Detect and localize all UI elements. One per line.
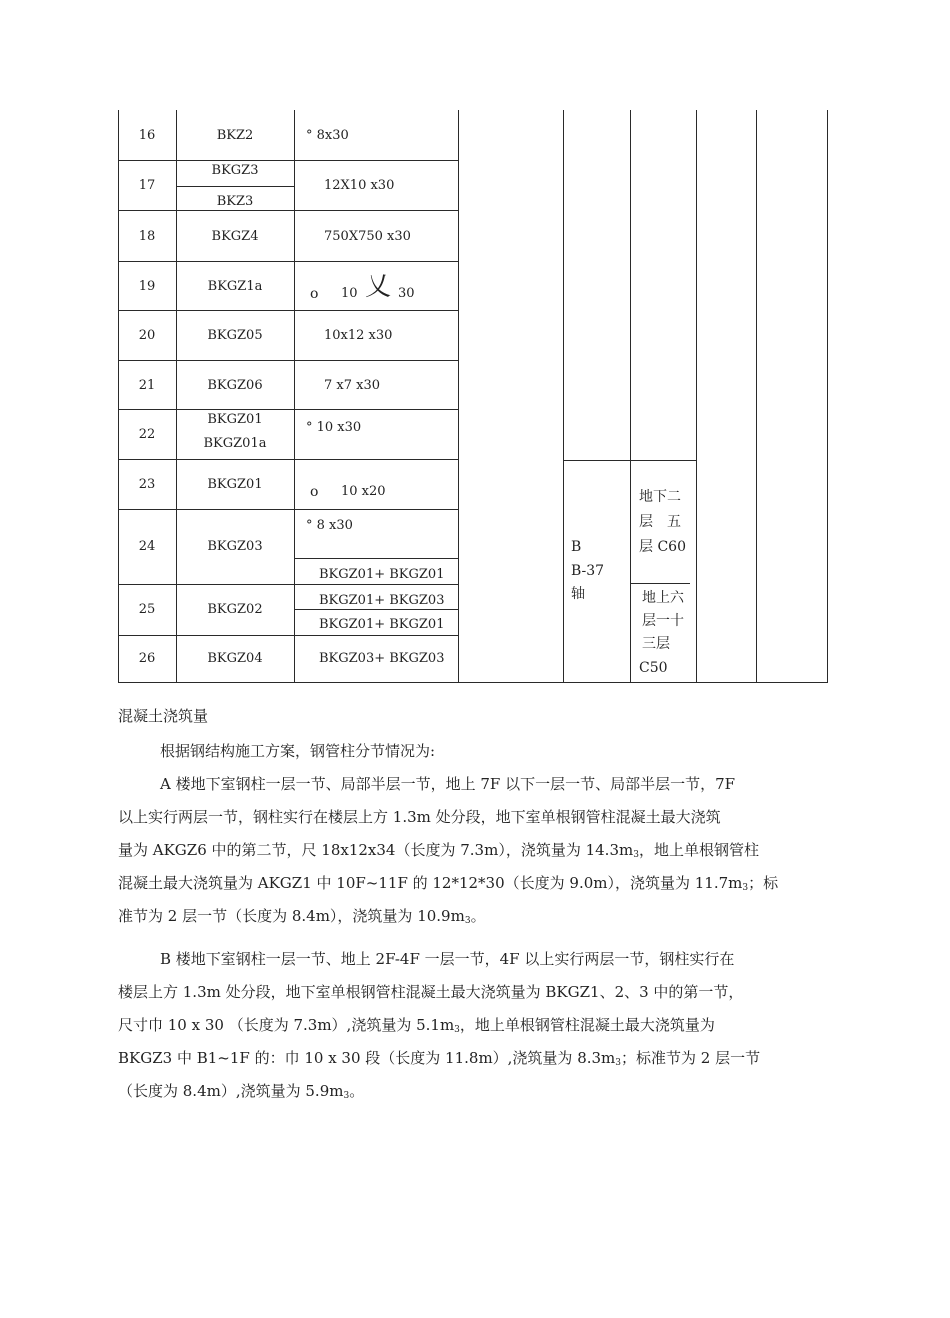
circle-symbol: o [310, 286, 319, 302]
column-spec: ° 8x30 [306, 128, 349, 143]
column-code: BKGZ4 [211, 229, 259, 244]
column-spec: 30 [398, 286, 415, 301]
row-number: 22 [138, 427, 156, 442]
column-code: BKGZ05 [207, 328, 263, 343]
column-spec: 12X10 x30 [324, 178, 395, 193]
paragraph-line: B 楼地下室钢柱一层一节、地上 2F-4F 一层一节，4F 以上实行两层一节，钢柱实行在 [160, 950, 735, 968]
row-number: 26 [138, 651, 156, 666]
row-number: 17 [138, 178, 156, 193]
column-spec: ° 10 x30 [306, 420, 362, 435]
axis-label: B [571, 539, 582, 555]
row-number: 21 [138, 378, 156, 393]
column-spec: BKGZ01+ BKGZ01 [319, 567, 445, 582]
row-number: 23 [138, 477, 156, 492]
section-title: 混凝土浇筑量 [118, 707, 209, 725]
paragraph-line: A 楼地下室钢柱一层一节、局部半层一节，地上 7F 以下一层一节、局部半层一节，7F [160, 775, 736, 793]
column-code: BKGZ1a [207, 279, 263, 294]
paragraph-line: BKGZ3 中 B1~1F 的：巾 10 x 30 段（长度为 11.8m）,浇筑量为 $8.3m_3$；标准节为 2 层一节 [118, 1049, 761, 1068]
column-code: BKGZ01 [207, 412, 263, 427]
row-number: 16 [138, 128, 156, 143]
column-code: BKGZ04 [207, 651, 263, 666]
column-spec: 7 x7 x30 [324, 378, 381, 393]
column-code: BKGZ01a [203, 436, 267, 451]
column-code: BKGZ01 [207, 477, 263, 492]
concrete-grade: 地下二 [639, 489, 681, 505]
column-code: BKZ2 [216, 128, 254, 143]
concrete-grade: 层一十 [642, 613, 684, 629]
column-spec: 750X750 x30 [324, 229, 411, 244]
row-number: 20 [138, 328, 156, 343]
axis-label: B-37 [571, 563, 605, 579]
column-spec: 10x12 x30 [324, 328, 393, 343]
paragraph-line: 量为 AKGZ6 中的第二节，尺 18x12x34（长度为 7.3m），浇筑量为 $14.3m_3$，地上单根钢管柱 [118, 841, 759, 860]
row-number: 25 [138, 602, 156, 617]
column-spec: ° 8 x30 [306, 518, 353, 533]
column-code: BKGZ3 [211, 163, 259, 178]
concrete-grade: 层 五 [639, 514, 681, 530]
concrete-grade: 地上六 [642, 590, 684, 606]
row-number: 24 [138, 539, 156, 554]
paragraph-line: 尺寸巾 10 x 30 （长度为 7.3m）,浇筑量为 $5.1m_3$，地上单根钢管柱混凝土最大浇筑量为 [118, 1016, 715, 1035]
paragraph-line: 混凝土最大浇筑量为 AKGZ1 中 10F~11F 的 12*12*30（长度为 9.0m），浇筑量为 $11.7m_3$；标 [118, 874, 779, 893]
paragraph-line: 根据钢结构施工方案，钢管柱分节情况为: [160, 742, 436, 760]
paragraph-line: 楼层上方 1.3m 处分段，地下室单根钢管柱混凝土最大浇筑量为 BKGZ1、2、3 中的第一节， [118, 983, 744, 1001]
concrete-grade: C50 [639, 660, 668, 676]
paragraph-line: （长度为 8.4m）,浇筑量为 $5.9m_3$。 [118, 1082, 365, 1101]
axis-label: 轴 [571, 586, 585, 602]
column-spec: 10 [341, 286, 358, 301]
row-number: 18 [138, 229, 156, 244]
paragraph-line: 以上实行两层一节，钢柱实行在楼层上方 1.3m 处分段，地下室单根钢管柱混凝土最大浇筑 [118, 808, 721, 826]
column-code: BKGZ02 [207, 602, 263, 617]
concrete-grade: 三层 [642, 636, 670, 652]
circle-symbol: o [310, 484, 319, 500]
concrete-grade: 层 C60 [639, 539, 686, 555]
column-spec: BKGZ01+ BKGZ01 [319, 617, 445, 632]
cross-symbol: 乂 [365, 272, 392, 302]
row-number: 19 [138, 279, 156, 294]
column-spec: BKGZ01+ BKGZ03 [319, 593, 445, 608]
column-code: BKZ3 [216, 194, 254, 209]
column-code: BKGZ03 [207, 539, 263, 554]
column-code: BKGZ06 [207, 378, 263, 393]
paragraph-line: 准节为 2 层一节（长度为 8.4m），浇筑量为 $10.9m_3$。 [118, 907, 486, 926]
column-spec: BKGZ03+ BKGZ03 [319, 651, 445, 666]
column-spec: 10 x20 [341, 484, 386, 499]
